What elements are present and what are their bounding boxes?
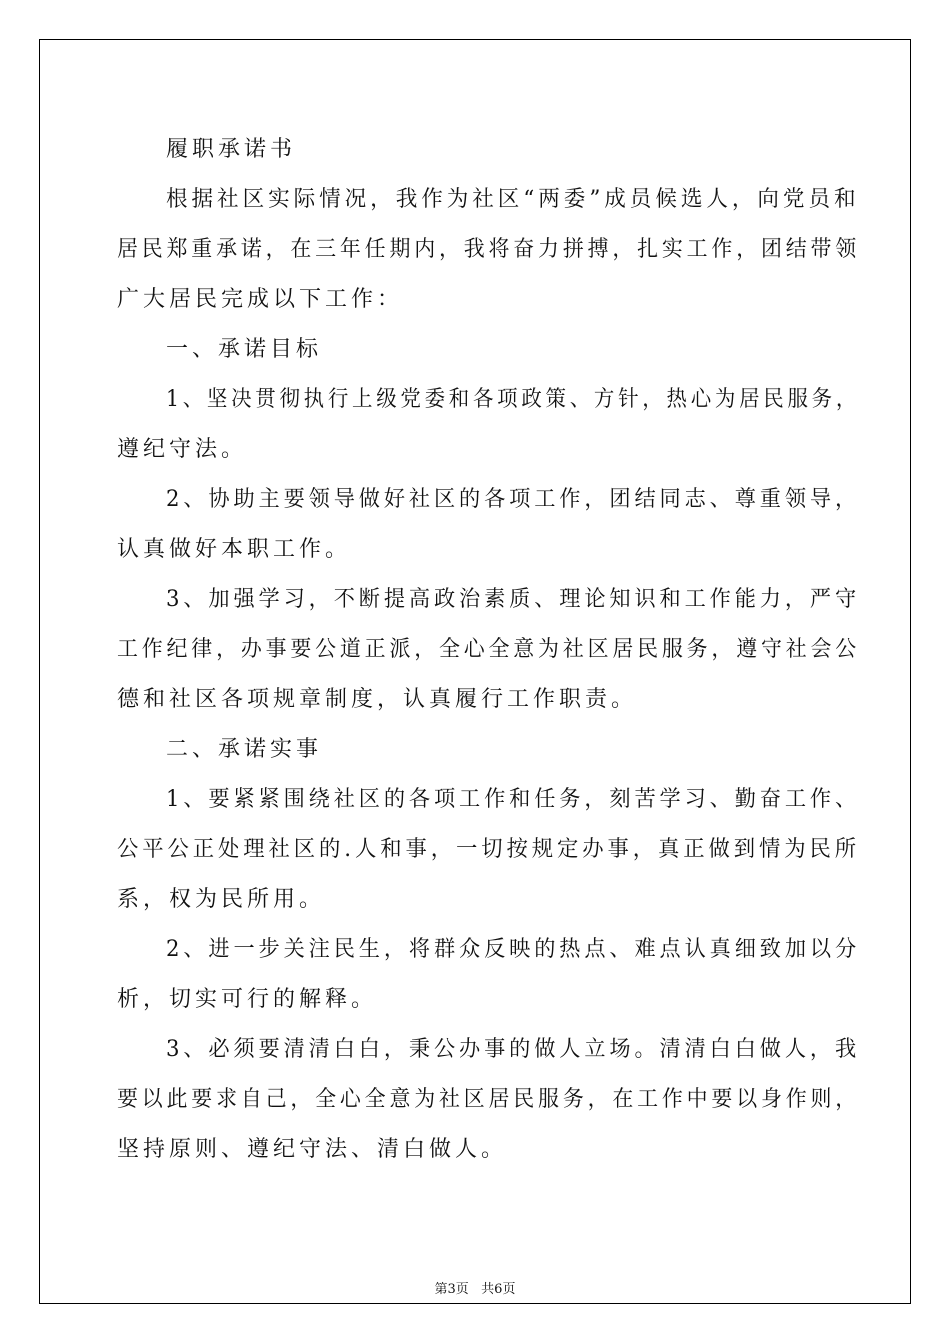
section-heading: 二、承诺实事 xyxy=(166,737,323,762)
paragraph-line: 要以此要求自己，全心全意为社区居民服务，在工作中要以身作则， xyxy=(117,1087,861,1112)
paragraph-line: 居民郑重承诺，在三年任期内，我将奋力拼搏，扎实工作，团结带领 xyxy=(117,237,861,262)
section-heading: 一、承诺目标 xyxy=(166,337,323,362)
paragraph-line: 系，权为民所用。 xyxy=(117,887,326,912)
paragraph-line: 认真做好本职工作。 xyxy=(117,537,352,562)
paragraph-line: 2、进一步关注民生，将群众反映的热点、难点认真细致加以分 xyxy=(166,937,861,962)
paragraph-line: 1、要紧紧围绕社区的各项工作和任务，刻苦学习、勤奋工作、 xyxy=(166,787,861,812)
paragraph-line: 公平公正处理社区的.人和事，一切按规定办事，真正做到情为民所 xyxy=(117,837,860,862)
paragraph-line: 德和社区各项规章制度，认真履行工作职责。 xyxy=(117,687,638,712)
paragraph-line: 析，切实可行的解释。 xyxy=(117,987,378,1012)
page-number-footer: 第3页 共6页 xyxy=(434,1282,516,1297)
paragraph-line: 广大居民完成以下工作： xyxy=(117,287,404,312)
paragraph-line: 3、必须要清清白白，秉公办事的做人立场。清清白白做人，我 xyxy=(166,1037,861,1062)
paragraph-line: 1、坚决贯彻执行上级党委和各项政策、方针，热心为居民服务， xyxy=(166,387,861,412)
paragraph-line: 坚持原则、遵纪守法、清白做人。 xyxy=(117,1137,508,1162)
paragraph-line: 遵纪守法。 xyxy=(117,437,248,462)
document-title: 履职承诺书 xyxy=(166,137,297,162)
paragraph-line: 3、加强学习，不断提高政治素质、理论知识和工作能力，严守 xyxy=(166,587,861,612)
paragraph-line: 2、协助主要领导做好社区的各项工作，团结同志、尊重领导， xyxy=(166,487,861,512)
paragraph-line: 工作纪律，办事要公道正派，全心全意为社区居民服务，遵守社会公 xyxy=(117,637,861,662)
paragraph-line: 根据社区实际情况，我作为社区“两委”成员候选人，向党员和 xyxy=(166,187,860,212)
